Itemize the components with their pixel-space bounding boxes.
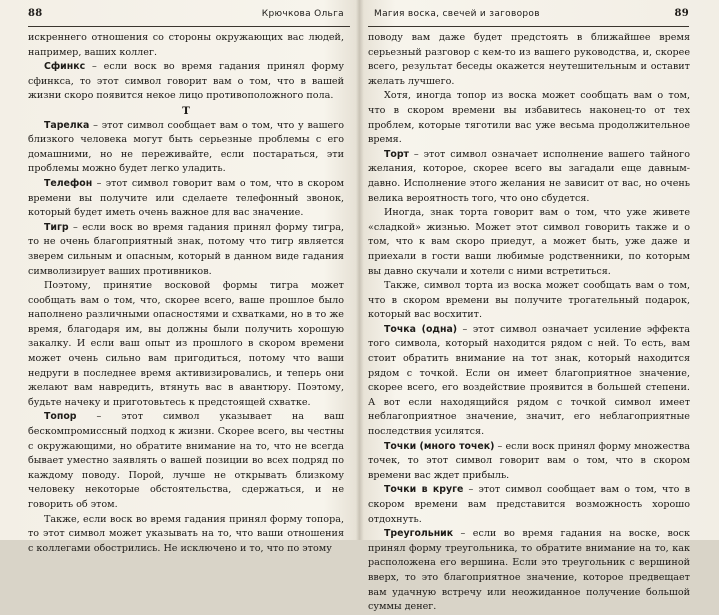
paragraph-topor: Топор – этот символ указывает на ваш бескомпромиссный подход к жизни. Скорее всего, вы честны с окружающими, но обратите внимание на то, что не всегда бывает уместно заявлять о вашей позиции во всех подряд по каждому поводу. Порой, лучше не открывать близкому человеку некоторые обстоятельства, сдержаться, и не говорить об этом. [28, 411, 344, 510]
paragraph: Иногда, знак торта говорит вам о том, что уже живете «сладкой» жизнью. Может этот символ говорить также и о том, что к вам скоро приедут, а может быть, уже даже и приехали в гости ваши любимые родственники, по которым вы давно скучали и хотели с ними встретиться. [368, 207, 690, 277]
paragraph: искреннего отношения со стороны окружающих вас людей, например, ваших коллег. [28, 32, 344, 58]
paragraph-tort: Торт – этот символ означает исполнение вашего тайного желания, которое, скорее всего вы загадали еще давным-давно. Исполнение этого желания не зависит от вас, но очень велика вероятность того, что оно сбудется. [368, 148, 690, 204]
left-page-header [28, 8, 350, 27]
right-page-header [368, 8, 689, 27]
entry-term: Треугольник [384, 528, 454, 540]
paragraph: поводу вам даже будет предстоять в ближайшее время серьезный разговор с кем-то из вашего руководства, и, скорее всего, результат беседы окажется неутешительным и оставит желать лучшего. [368, 32, 690, 87]
paragraph: Поэтому, принятие восковой формы тигра может сообщать вам о том, что, скорее всего, ваше прошлое было наполнено различными опасностями и схватками, но в то же время, благодаря им, вы должны были получить хорошую закалку. И если ваш опыт из прошлого в скором времени может очень сильно вам пригодиться, потому что ваши недруги в последнее время активизировались, и теперь они желают вам навредить, втянуть вас в авантюру. Поэтому, будьте начеку и приготовьтесь к предстоящей схватке. [28, 280, 344, 408]
paragraph-tochka: Точка (одна) – этот символ означает усиление эффекта того символа, который находится рядом с ней. То есть, вам стоит обратить внимание на тот знак, который находится рядом с точкой. Если он имеет благоприятное значение, скорее всего, его воздействие проявится в большей степени. А вот если находящийся рядом с точкой символ имеет неблагоприятное значение, значит, его неблагоприятные последствия усилятся. [368, 323, 690, 438]
paragraph: Также, символ торта из воска может сообщать вам о том, что в скором времени вы получите трогательный подарок, который вас восхитит. [368, 280, 690, 321]
paragraph-tarelka: Тарелка – этот символ сообщает вам о том, что у вашего близкого человека могут быть серьезные проблемы с его домашними, но не переживайте, если постараться, эти проблемы можно будет легко уладить. [28, 119, 344, 175]
section-letter: Т [182, 104, 190, 117]
paragraph-tigr: Тигр – если воск во время гадания принял форму тигра, то не очень благоприятный знак, потому что тигр является зверем сильным и опасным, который в данном виде гадания символизирует ваших противников. [28, 221, 344, 277]
paragraph-tochki-v-kruge: Точки в круге – этот символ сообщает вам о том, что в скором времени вам представится возможность хорошо отдохнуть. [368, 484, 690, 525]
right-page [360, 0, 719, 613]
entry-term: Топор [44, 411, 77, 423]
paragraph: Хотя, иногда топор из воска может сообщать вам о том, что в скором времени вы избавитесь наконец-то от тех проблем, которые тяготили вас уже весьма продолжительное время. [368, 90, 690, 146]
paragraph-telefon: Телефон – этот символ говорит вам о том, что в скором времени вы получите или сделаете телефонный звонок, который будет иметь очень важное для вас значение. [28, 177, 344, 219]
entry-term: Телефон [44, 177, 93, 189]
left-page-body [28, 31, 344, 556]
left-page [0, 0, 358, 554]
left-page-number: 88 [28, 8, 43, 19]
entry-term: Точки в круге [384, 484, 464, 496]
right-page-number: 89 [674, 8, 689, 19]
entry-term: Торт [384, 148, 409, 160]
paragraph-tochki: Точки (много точек) – если воск принял форму множества точек, то этот символ говорит вам о том, что в скором времени вас ждет прибыль. [368, 440, 690, 481]
entry-term: Точки (много точек) [384, 440, 495, 452]
right-running-title: Магия воска, свечей и заговоров [374, 9, 540, 19]
left-running-title: Крючкова Ольга [261, 9, 344, 19]
paragraph-sfinks: Сфинкс – если воск во время гадания принял форму сфинкса, то этот символ говорит вам о том, что в вашей жизни скоро появится некое лицо противоположного пола. [28, 61, 344, 102]
paragraph: Также, если воск во время гадания принял форму топора, то этот символ может указывать на то, что ваши отношения с коллегами обострились. Не исключено и то, что по этому [28, 513, 344, 554]
entry-term: Точка (одна) [384, 323, 458, 335]
entry-term: Тигр [44, 221, 69, 233]
paragraph-treugolnik: Треугольник – если во время гадания на воске, воск принял форму треугольника, то обратите внимание на то, как расположена его вершина. Если это треугольник с вершиной вверх, то это благоприятное значение, которое предвещает вам удачную встречу или неожиданное получение большой суммы денег. [368, 528, 690, 613]
entry-term: Тарелка [44, 119, 90, 131]
right-page-body [368, 31, 690, 615]
entry-term: Сфинкс [44, 61, 86, 73]
